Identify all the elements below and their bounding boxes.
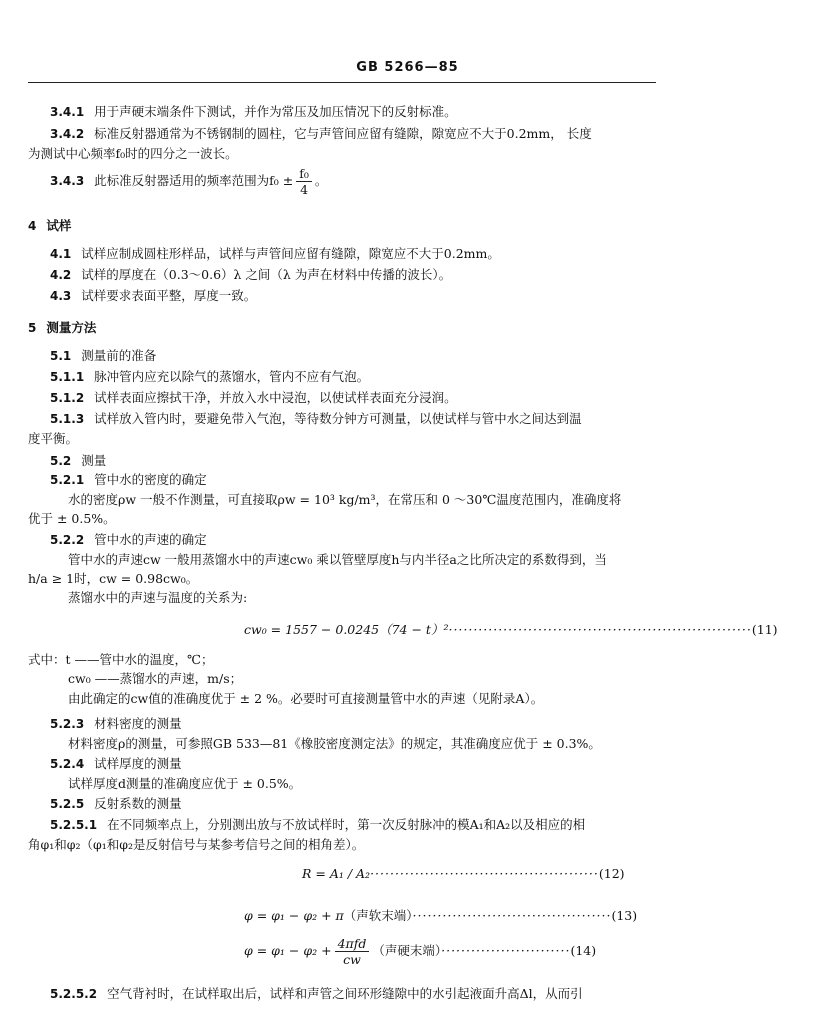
fraction bbox=[296, 166, 312, 197]
equation-label: (12) bbox=[598, 866, 625, 881]
equation-expression: φ = φ₁ − φ₂ + π bbox=[244, 908, 344, 923]
equation-14 bbox=[244, 936, 596, 967]
section-title: 试样 bbox=[46, 218, 72, 233]
clause-number: 5.2 bbox=[50, 454, 72, 468]
clause-4-1 bbox=[28, 244, 658, 264]
clause-5-2-1 bbox=[28, 470, 658, 528]
clause-text: 空气背衬时，在试样取出后，试样和声管之间环形缝隙中的水引起液面升高Δl，从而引 bbox=[107, 986, 583, 1001]
clause-text: 试样的厚度在（0.3～0.6）λ 之间（λ 为声在材料中传播的波长）。 bbox=[81, 267, 452, 282]
equation-expression: φ = φ₁ − φ₂ + bbox=[244, 943, 332, 958]
clause-text: 试样要求表面平整，厚度一致。 bbox=[81, 288, 257, 303]
leader-dots: ·············································· bbox=[370, 866, 599, 881]
clause-number: 5.1.2 bbox=[50, 391, 85, 405]
clause-5-1-1 bbox=[28, 367, 658, 387]
clause-number: 5.1.3 bbox=[50, 412, 85, 426]
clause-text: 脉冲管内应充以除气的蒸馏水，管内不应有气泡。 bbox=[94, 369, 370, 384]
clause-title: 试样厚度的测量 bbox=[94, 756, 182, 771]
definition-t: 式中：t ——管中水的温度，℃； bbox=[28, 652, 214, 667]
clause-number: 5.2.3 bbox=[50, 717, 85, 731]
clause-text: 测量前的准备 bbox=[81, 348, 157, 363]
equation-expression: R = A₁ / A₂ bbox=[302, 866, 371, 881]
clause-title: 材料密度的测量 bbox=[94, 716, 182, 731]
accuracy-note: 由此确定的cw值的准确度优于 ± 2 %。必要时可直接测量管中水的声速（见附录A）。 bbox=[68, 690, 544, 706]
clause-number: 5.1.1 bbox=[50, 370, 85, 384]
clause-text-continued: h/a ≥ 1时，cw = 0.98cw₀。 bbox=[28, 570, 199, 586]
fraction bbox=[335, 936, 370, 967]
standard-code-header: GB 5266—85 bbox=[356, 60, 459, 75]
equation-label: (11) bbox=[751, 622, 778, 637]
clause-body: 管中水的声速cw 一般用蒸馏水中的声速cw₀ 乘以管壁厚度h与内半径a之比所决定的系数得到，当 bbox=[68, 551, 607, 567]
fraction-numerator: f₀ bbox=[296, 166, 312, 182]
clause-5-2-4 bbox=[28, 754, 658, 793]
clause-text: 试样放入管内时，要避免带入气泡，等待数分钟方可测量，以使试样与管中水之间达到温 bbox=[94, 411, 582, 426]
fraction-numerator: 4πfd bbox=[335, 936, 370, 952]
clause-number: 4.2 bbox=[50, 268, 72, 282]
clause-5-2-3 bbox=[28, 714, 658, 753]
section-5-heading bbox=[28, 318, 658, 338]
equation-note: （声软末端） bbox=[343, 908, 413, 923]
definition-cw0: cw₀ ——蒸馏水的声速，m/s； bbox=[68, 671, 243, 687]
clause-text-end: 。 bbox=[314, 173, 328, 188]
clause-text-continued: 度平衡。 bbox=[28, 430, 79, 446]
fraction-denominator: 4 bbox=[300, 182, 309, 197]
clause-text-continued: 优于 ± 0.5%。 bbox=[28, 510, 116, 526]
clause-title: 反射系数的测量 bbox=[94, 796, 182, 811]
clause-number: 3.4.3 bbox=[50, 174, 85, 188]
clause-title: 管中水的声速的确定 bbox=[94, 532, 207, 547]
clause-number: 5.2.2 bbox=[50, 533, 85, 547]
clause-body: 水的密度ρw 一般不作测量，可直接取ρw = 10³ kg/m³，在常压和 0 ～30℃温度范围内，准确度将 bbox=[68, 491, 622, 507]
clause-number: 3.4.1 bbox=[50, 105, 85, 119]
equation-13 bbox=[244, 906, 637, 925]
clause-5-2-5-1 bbox=[28, 815, 658, 854]
section-title: 测量方法 bbox=[46, 320, 97, 335]
header-rule bbox=[28, 82, 656, 83]
section-number: 5 bbox=[28, 321, 37, 335]
clause-5-2-5-2 bbox=[28, 984, 658, 1004]
clause-3-4-3 bbox=[28, 166, 658, 197]
clause-4-3 bbox=[28, 286, 658, 306]
clause-number: 4.1 bbox=[50, 247, 72, 261]
clause-5-1-3 bbox=[28, 409, 658, 448]
clause-text: 用于声硬末端条件下测试，并作为常压及加压情况下的反射标准。 bbox=[94, 104, 457, 119]
clause-5-1 bbox=[28, 346, 658, 366]
equation-label: (14) bbox=[570, 943, 597, 958]
clause-text: 试样应制成圆柱形样品，试样与声管间应留有缝隙，隙宽应不大于0.2mm。 bbox=[81, 246, 500, 261]
clause-text: 此标准反射器适用的频率范围为f₀ ± bbox=[94, 173, 294, 188]
clause-body: 试样厚度d测量的准确度应优于 ± 0.5%。 bbox=[68, 775, 302, 791]
relation-intro: 蒸馏水中的声速与温度的关系为: bbox=[68, 590, 248, 606]
equation-note: （声硬末端） bbox=[372, 943, 442, 958]
clause-3-4-1 bbox=[28, 102, 658, 122]
clause-text: 测量 bbox=[81, 453, 107, 468]
leader-dots: ·························· bbox=[441, 943, 571, 958]
clause-text-continued: 角φ₁和φ₂（φ₁和φ₂是反射信号与某参考信号之间的相角差）。 bbox=[28, 836, 365, 852]
clause-5-1-2 bbox=[28, 388, 658, 408]
clause-text: 标准反射器通常为不锈钢制的圆柱，它与声管间应留有缝隙，隙宽应不大于0.2mm， 长度 bbox=[94, 126, 592, 141]
fraction-denominator: cw bbox=[343, 952, 361, 967]
clause-text: 在不同频率点上，分别测出放与不放试样时，第一次反射脉冲的模A₁和A₂以及相应的相 bbox=[107, 817, 586, 832]
leader-dots: ····························································· bbox=[448, 622, 752, 637]
clause-number: 5.2.5.2 bbox=[50, 987, 98, 1001]
clause-body: 材料密度ρ的测量，可参照GB 533—81《橡胶密度测定法》的规定，其准确度应优于 ± 0.3%。 bbox=[68, 735, 601, 751]
clause-text: 试样表面应擦拭干净，并放入水中浸泡，以使试样表面充分浸润。 bbox=[94, 390, 457, 405]
equation-label: (13) bbox=[611, 908, 638, 923]
equation-12 bbox=[302, 864, 625, 883]
clause-text-continued: 为测试中心频率f₀时的四分之一波长。 bbox=[28, 145, 238, 161]
clause-number: 4.3 bbox=[50, 289, 72, 303]
section-number: 4 bbox=[28, 219, 37, 233]
clause-number: 5.2.1 bbox=[50, 473, 85, 487]
equation-expression: cw₀ = 1557 − 0.0245（74 − t）² bbox=[244, 622, 449, 637]
clause-3-4-2 bbox=[28, 124, 658, 163]
clause-4-2 bbox=[28, 265, 658, 285]
equation-11 bbox=[244, 620, 778, 639]
clause-number: 5.2.5.1 bbox=[50, 818, 98, 832]
clause-5-2-5 bbox=[28, 794, 658, 814]
clause-number: 5.1 bbox=[50, 349, 72, 363]
clause-5-2 bbox=[28, 451, 658, 471]
clause-number: 5.2.5 bbox=[50, 797, 85, 811]
clause-number: 5.2.4 bbox=[50, 757, 85, 771]
clause-5-2-2 bbox=[28, 530, 658, 608]
clause-title: 管中水的密度的确定 bbox=[94, 472, 207, 487]
symbol-definitions bbox=[28, 650, 658, 708]
leader-dots: ········································ bbox=[412, 908, 612, 923]
section-4-heading bbox=[28, 216, 658, 236]
clause-number: 3.4.2 bbox=[50, 127, 85, 141]
